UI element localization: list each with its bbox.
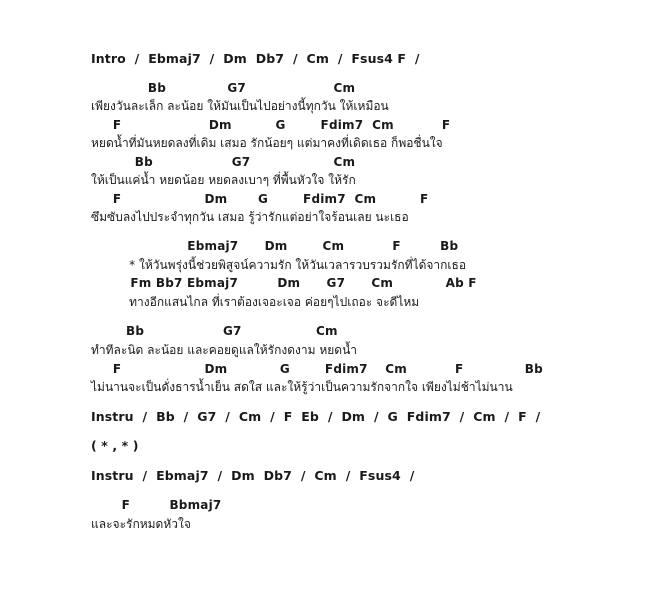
lyric-line: ให้เป็นแค่น้ำ หยดน้อย หยดลงเบาๆ ที่พื้นหัวใจ ให้รัก — [91, 173, 356, 187]
chord-line: Fm Bb7 Ebmaj7 Dm G7 Cm Ab F — [91, 276, 477, 290]
chord-line: Bb G7 Cm — [91, 324, 338, 338]
lyric-line: ไม่นานจะเป็นดั่งธารน้ำเย็น สดใส และให้รู้ว่าเป็นความรักจากใจ เพียงไม่ช้าไม่นาน — [91, 380, 513, 394]
chord-line: F Bbmaj7 — [91, 498, 222, 512]
chord-line: F Dm G Fdim7 Cm F — [91, 118, 451, 132]
lyric-line: ทำทีละนิด ละน้อย และคอยดูแลให้รักงดงาม หยดน้ำ — [91, 343, 358, 357]
instru-line: Instru / Bb / G7 / Cm / F Eb / Dm / G Fdim7 / Cm / F / — [91, 409, 541, 424]
intro-line: Intro / Ebmaj7 / Dm Db7 / Cm / Fsus4 F / — [91, 51, 420, 66]
lyric-line: ซึมซับลงไปประจำทุกวัน เสมอ รู้ว่ารักแต่อย่าใจร้อนเลย นะเธอ — [91, 210, 409, 224]
chord-line: F Dm G Fdim7 Cm F Bb — [91, 362, 543, 376]
instru-line: Instru / Ebmaj7 / Dm Db7 / Cm / Fsus4 / — [91, 468, 415, 483]
chord-line: Ebmaj7 Dm Cm F Bb — [91, 239, 459, 253]
repeat-marker: ( * , * ) — [91, 438, 139, 453]
lyric-line: เพียงวันละเล็ก ละน้อย ให้มันเป็นไปอย่างนี้ทุกวัน ให้เหมือน — [91, 99, 389, 113]
lyric-line: ทางอีกแสนไกล ที่เราต้องเจอะเจอ ค่อยๆไปเถอะ จะดีไหม — [91, 295, 420, 309]
chord-line: Bb G7 Cm — [91, 155, 356, 169]
chord-line: Bb G7 Cm — [91, 81, 356, 95]
chord-line: F Dm G Fdim7 Cm F — [91, 192, 429, 206]
lyric-line: และจะรักหมดหัวใจ — [91, 517, 191, 531]
lyric-line: หยดน้ำที่มันหยดลงที่เดิม เสมอ รักน้อยๆ แต่มาคงที่เดิดเธอ ก็พอชื่นใจ — [91, 136, 443, 150]
lyric-line: * ให้วันพรุ่งนี้ช่วยพิสูจน์ความรัก ให้วันเวลารวบรวมรักที่ได้จากเธอ — [91, 258, 467, 272]
